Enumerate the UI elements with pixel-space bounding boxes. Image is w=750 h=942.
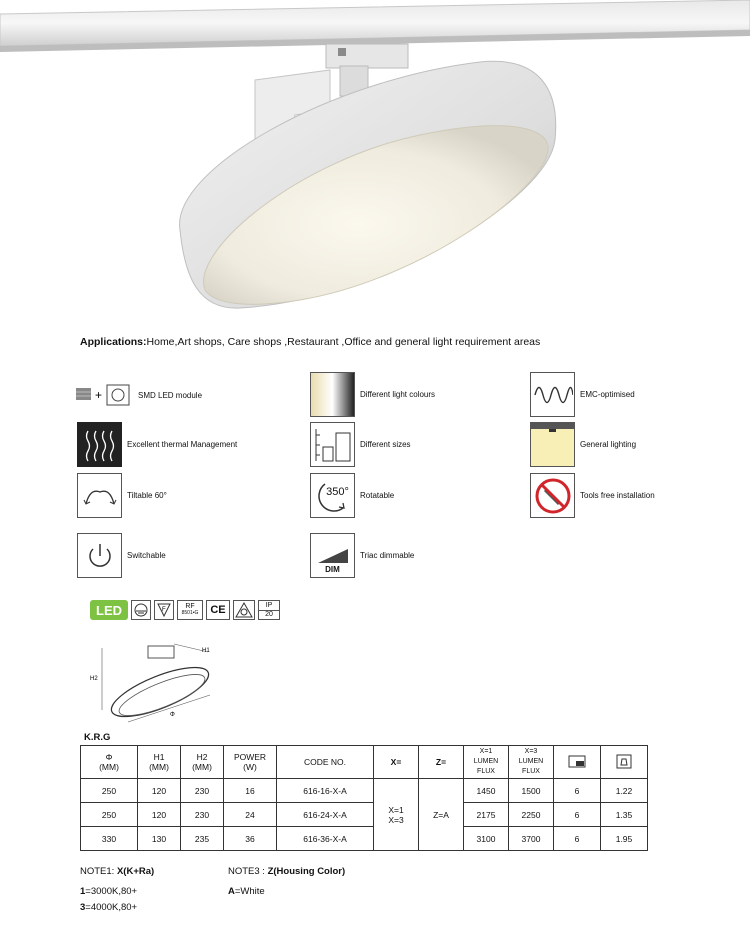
feature-thermal: [77, 422, 237, 467]
feature-label: SMD LED module: [138, 390, 203, 400]
header-phi: Φ (MM): [81, 746, 138, 779]
note3-label: NOTE3 :: [228, 866, 268, 877]
carton-icon: [567, 753, 587, 769]
header-x: X=: [374, 746, 419, 779]
certification-strip: [90, 599, 280, 621]
note1-value: X(K+Ra): [116, 866, 155, 877]
header-h1: H1 (MM): [138, 746, 181, 779]
class-ii-icon: [131, 600, 151, 620]
feature-label: Different sizes: [360, 440, 411, 449]
feature-emc: [530, 372, 635, 417]
feature-tools-free: [530, 473, 655, 518]
smd-led-module-icon: [76, 383, 136, 407]
svg-text:F: F: [162, 607, 166, 613]
note1-item: 1=3000K,80+: [80, 886, 138, 897]
spec-table: [80, 745, 648, 851]
light-colours-icon: [310, 372, 355, 417]
note1-item: 3=4000K,80+: [80, 902, 138, 913]
f-mark-icon: [154, 600, 174, 620]
rf-mark: [177, 600, 203, 620]
applications-label: Applications:: [80, 336, 147, 348]
h2-label: H2: [90, 676, 98, 682]
feature-label: Switchable: [127, 551, 166, 560]
general-lighting-icon: [530, 422, 575, 467]
table-row: 250 120 230 24 616-24-X-A 2175 2250 6 1.35: [81, 803, 648, 827]
header-code: CODE NO.: [277, 746, 374, 779]
dim-icon: [310, 533, 355, 578]
note3-item: A=White: [228, 886, 265, 897]
feature-general-lighting: [530, 422, 636, 467]
feature-label: Triac dimmable: [360, 551, 415, 560]
thermal-management-icon: [77, 422, 122, 467]
feature-rotatable: [310, 473, 394, 518]
feature-label: Tiltable 60°: [127, 491, 167, 500]
header-weight: [601, 746, 648, 779]
safety-mark-icon: [233, 600, 255, 620]
rf-label: RF: [185, 603, 195, 610]
feature-switchable: [77, 533, 166, 578]
table-row: 250 120 230 16 616-16-X-A X=1 X=3 Z=A 1450 1500 6 1.22: [81, 779, 648, 803]
feature-label: Excellent thermal Management: [127, 440, 238, 449]
no-tools-icon: [530, 473, 575, 518]
header-z: Z=: [419, 746, 464, 779]
header-h2: H2 (MM): [181, 746, 224, 779]
ip-label: IP: [265, 601, 273, 609]
emc-wave-icon: [530, 372, 575, 417]
feature-triac-dimmable: [310, 533, 414, 578]
feature-smd-led-module: [76, 383, 202, 407]
note1: [80, 866, 154, 877]
applications-text: Home,Art shops, Care shops ,Restaurant ,Office and general light requirement areas: [146, 336, 541, 348]
feature-label: EMC-optimised: [580, 390, 635, 399]
ip-rating: [258, 600, 280, 620]
feature-label: Tools free installation: [580, 491, 655, 500]
feature-label: Different light colours: [360, 390, 435, 399]
ce-mark: CE: [206, 600, 230, 620]
feature-label: General lighting: [580, 440, 637, 449]
feature-light-colours: [310, 372, 435, 417]
table-row: 330 130 235 36 616-36-X-A 3100 3700 6 1.95: [81, 827, 648, 851]
z-value-cell: Z=A: [419, 779, 464, 851]
feature-tiltable: [77, 473, 167, 518]
power-icon: [77, 533, 122, 578]
weight-icon: [615, 753, 633, 769]
feature-label: Rotatable: [360, 491, 395, 500]
different-sizes-icon: [310, 422, 355, 467]
note1-label: NOTE1:: [80, 866, 117, 877]
table-header-row: [81, 746, 648, 779]
dimension-drawing: [90, 640, 230, 730]
header-carton: [554, 746, 601, 779]
feature-different-sizes: [310, 422, 411, 467]
applications-line: [80, 336, 540, 348]
note3-value: Z(Housing Color): [267, 866, 346, 877]
diameter-label: Φ: [170, 712, 175, 718]
rotate-glyph: 350°: [326, 485, 349, 498]
header-lumen-x3: X=3 LUMEN FLUX: [509, 746, 554, 779]
product-photo: [0, 0, 750, 320]
svg-text:+: +: [95, 388, 103, 402]
rf-sub-label: 8501•G: [181, 610, 199, 616]
h1-label: H1: [202, 648, 210, 654]
led-badge: LED: [90, 600, 128, 620]
rotate-350-icon: [310, 473, 355, 518]
table-title: K.R.G: [84, 732, 111, 743]
dim-glyph: DIM: [325, 565, 340, 574]
ip-value: 20: [259, 610, 279, 619]
header-power: POWER (W): [224, 746, 277, 779]
header-lumen-x1: X=1 LUMEN FLUX: [464, 746, 509, 779]
tilt-icon: [77, 473, 122, 518]
x-values-cell: X=1 X=3: [374, 779, 419, 851]
note3: [228, 866, 345, 877]
